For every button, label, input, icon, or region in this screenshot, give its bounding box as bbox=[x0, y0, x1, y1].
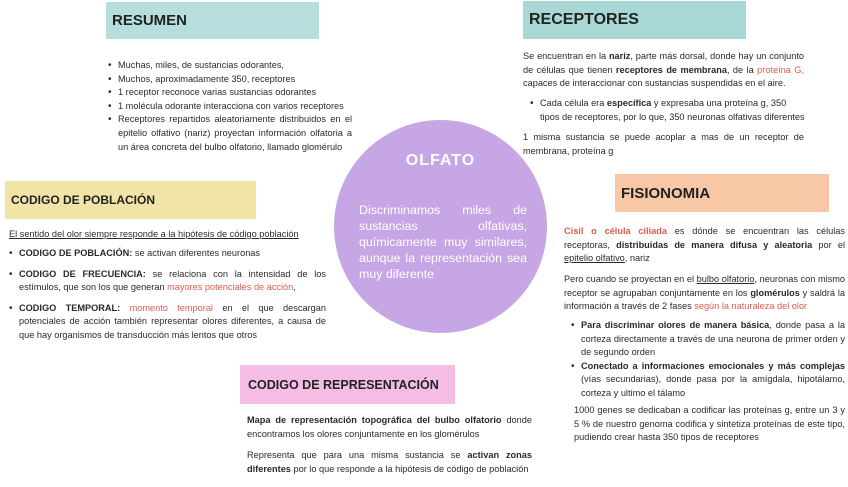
text-span: Cada célula era bbox=[540, 98, 607, 108]
text-span: bulbo olfatorio bbox=[696, 274, 755, 284]
text-span: mayores potenciales de acción bbox=[167, 282, 294, 293]
olfato-circle bbox=[334, 120, 547, 333]
receptores-title: RECEPTORES bbox=[529, 11, 639, 28]
representacion-paragraph-1 bbox=[247, 414, 532, 441]
receptores-header bbox=[523, 1, 746, 39]
text-span: específica bbox=[606, 98, 652, 108]
list-item: • Muchas, miles, de sustancias odorantes, bbox=[108, 59, 352, 73]
text-span: CODIGO TEMPORAL: bbox=[19, 302, 121, 313]
poblacion-list bbox=[9, 247, 326, 343]
text-span: , nariz bbox=[624, 253, 650, 264]
list-item bbox=[530, 97, 806, 124]
text-span: Para discriminar olores de manera básica bbox=[581, 320, 770, 330]
fisionomia-paragraph-1 bbox=[564, 225, 845, 266]
text-span: Conectado a informaciones emocionales y más complejas bbox=[581, 360, 845, 371]
text-span bbox=[120, 303, 129, 313]
text-span: capaces de interaccionar con sustancias suspendidas en el aire. bbox=[523, 78, 786, 89]
list-item bbox=[571, 319, 845, 360]
resumen-list bbox=[108, 59, 352, 154]
text-span: activan zonas diferentes bbox=[247, 450, 532, 474]
text-span: Cisil o célula ciliada bbox=[564, 226, 668, 236]
text-span: epitelio olfativo bbox=[564, 253, 625, 264]
text-span: por el bbox=[812, 239, 845, 250]
representacion-title: CODIGO DE REPRESENTACIÓN bbox=[248, 377, 439, 392]
receptores-paragraph-2: 1 misma sustancia se puede acoplar a mas de un receptor de membrana, proteína g bbox=[523, 132, 804, 156]
list-item: • Muchos, aproximadamente 350, receptores bbox=[108, 73, 352, 87]
text-span: en el que descargan potenciales de acción también representar olores diferentes, a causa de que hay organismos de transducción más lentos que otros bbox=[19, 302, 326, 340]
list-item bbox=[9, 247, 326, 261]
fisionomia-paragraph-3: 1000 genes se dedicaban a codificar las proteínas g, entre un 3 y 5 % de nuestro genoma codifica y sintetiza proteínas de este tipo, pudiendo crear hasta 350 tipos de receptores bbox=[574, 405, 845, 443]
receptores-list bbox=[530, 97, 806, 124]
list-item bbox=[9, 302, 326, 343]
olfato-description: Discriminamos miles de sustancias olfativas, químicamente muy similares, aunque la representación sea muy diferente bbox=[359, 203, 527, 281]
list-item bbox=[9, 268, 326, 295]
text-span: donde encontramos los olores conjuntamente en los glomérulos bbox=[247, 415, 532, 439]
text-span: , bbox=[293, 282, 296, 293]
text-span: y expresaba una proteína g, 350 tipos de receptores, por lo que, 350 neuronas olfativas diferentes bbox=[540, 98, 805, 122]
text-span: , donde pasa a la corteza directamente a través de una neurona de primer orden y de segundo orden bbox=[581, 320, 845, 358]
resumen-title: RESUMEN bbox=[112, 12, 188, 29]
text-span: se relaciona con la intensidad de los estímulos, que son los que generan bbox=[19, 268, 326, 293]
text-span: distribuidas de manera difusa y aleatoria bbox=[616, 239, 813, 250]
representacion-paragraph-2 bbox=[247, 449, 532, 476]
list-item: • Receptores repartidos aleatoriamente distribuidos en el epitelio olfativo (nariz) proyectan información olfatoria a un área concreta del bulbo olfatorio, llamado glomérulo bbox=[108, 113, 352, 154]
representacion-header bbox=[240, 365, 455, 404]
text-span: , parte más dorsal, donde hay un conjunto de células que tienen bbox=[523, 51, 804, 75]
poblacion-title: CODIGO DE POBLACIÓN bbox=[11, 193, 156, 207]
receptores-paragraph-1 bbox=[523, 50, 804, 91]
text-span: Pero cuando se proyectan en el bbox=[564, 274, 697, 284]
text-span: momento temporal bbox=[129, 302, 213, 313]
text-span: es dónde se encuentran las células receptoras, bbox=[564, 226, 845, 250]
text-span: receptores de membrana bbox=[615, 64, 727, 75]
text-span: Se encuentran en la bbox=[523, 51, 609, 61]
list-item: • 1 receptor reconoce varias sustancias odorantes bbox=[108, 86, 352, 100]
poblacion-header bbox=[5, 181, 256, 219]
text-span: , de la bbox=[726, 64, 758, 75]
text-span: glomérulos bbox=[750, 287, 800, 298]
list-item: • 1 molécula odorante interacciona con varios receptores bbox=[108, 100, 352, 114]
poblacion-intro: El sentido del olor siempre responde a la hipótesis de código población bbox=[9, 229, 299, 239]
text-span: se activan diferentes neuronas bbox=[132, 248, 261, 258]
fisionomia-paragraph-2 bbox=[564, 273, 845, 314]
list-item bbox=[571, 360, 845, 401]
olfato-title: OLFATO bbox=[405, 152, 476, 169]
text-span: nariz bbox=[608, 51, 631, 61]
text-span: Representa que para una misma sustancia se bbox=[247, 450, 468, 460]
text-span: Mapa de representación topográfica del bulbo olfatorio bbox=[247, 415, 502, 425]
text-span: CODIGO DE FRECUENCIA: bbox=[19, 268, 146, 279]
text-span: y saldrá la información a través de 2 fases bbox=[564, 287, 845, 312]
text-span: CODIGO DE POBLACIÓN: bbox=[19, 248, 133, 258]
resumen-header bbox=[106, 2, 319, 39]
text-span: , neuronas con mismo receptor se agrupaban conjuntamente en los bbox=[564, 274, 846, 298]
fisionomia-list bbox=[571, 319, 845, 401]
fisionomia-header bbox=[615, 174, 829, 212]
text-span: por lo que responde a la hipótesis de código de población bbox=[290, 463, 529, 474]
text-span: según la naturaleza del olor bbox=[694, 301, 808, 312]
text-span: proteína G, bbox=[757, 64, 804, 75]
fisionomia-title: FISIONOMIA bbox=[621, 184, 711, 202]
text-span: (vías secundarias), donde pasa por la amígdala, hipotálamo, corteza y ultimo el tálamo bbox=[581, 374, 845, 398]
